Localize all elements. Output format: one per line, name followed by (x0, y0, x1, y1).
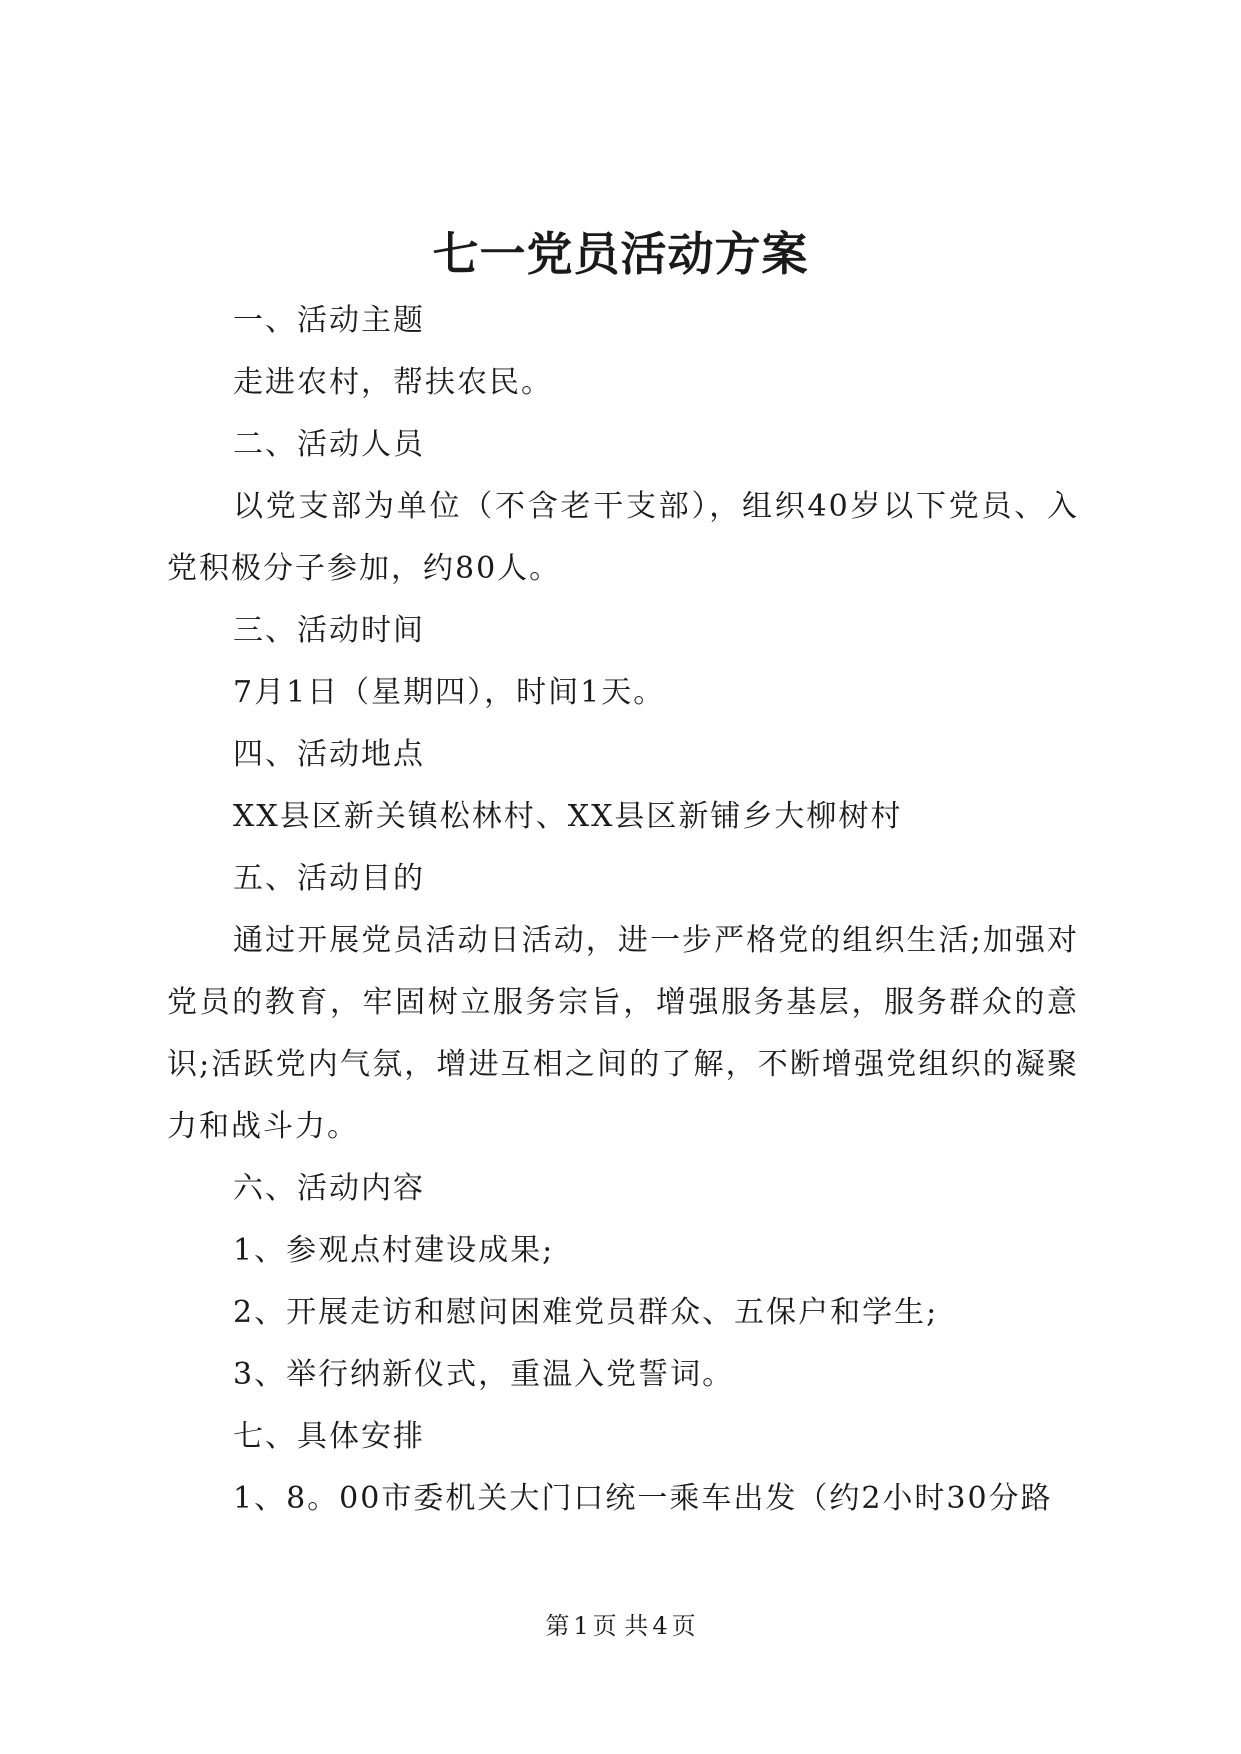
page-prefix: 第 (545, 1612, 570, 1640)
list-item: 1、8。00市委机关大门口统一乘车出发（约2小时30分路 (233, 1481, 1053, 1516)
list-item: 2、开展走访和慰问困难党员群众、五保户和学生; (233, 1295, 939, 1330)
section-heading-time: 三、活动时间 (233, 613, 425, 648)
page-suffix: 页 (671, 1612, 696, 1640)
section-heading-arrangement: 七、具体安排 (233, 1419, 425, 1454)
paragraph-time: 7月1日（星期四），时间1天。 (233, 675, 666, 710)
section-heading-purpose: 五、活动目的 (233, 861, 425, 896)
page-total: 4 (652, 1612, 668, 1640)
section-heading-location: 四、活动地点 (233, 737, 425, 772)
paragraph-theme: 走进农村，帮扶农民。 (233, 365, 553, 400)
list-item: 1、参观点村建设成果; (233, 1233, 555, 1268)
paragraph-purpose: 通过开展党员活动日活动，进一步严格党的组织生活;加强对党员的教育，牢固树立服务宗旨，增强服务基层，服务群众的意识;活跃党内气氛，增进互相之间的了解，不断增强党组织的凝聚力和战斗力。 (167, 923, 1079, 1144)
document-title: 七一党员活动方案 (432, 227, 809, 281)
paragraph-location: XX县区新关镇松林村、XX县区新铺乡大柳树村 (233, 799, 903, 834)
page-mid: 页 共 (592, 1612, 649, 1640)
paragraph-personnel: 以党支部为单位（不含老干支部），组织40岁以下党员、入党积极分子参加，约80人。 (167, 489, 1079, 586)
page-footer (0, 1610, 1241, 1642)
document-body (167, 290, 1079, 1530)
section-heading-content: 六、活动内容 (233, 1171, 425, 1206)
list-item: 3、举行纳新仪式，重温入党誓词。 (233, 1357, 735, 1392)
section-heading-personnel: 二、活动人员 (233, 427, 425, 462)
section-heading-theme: 一、活动主题 (233, 303, 425, 338)
page-number: 1 (573, 1612, 589, 1640)
